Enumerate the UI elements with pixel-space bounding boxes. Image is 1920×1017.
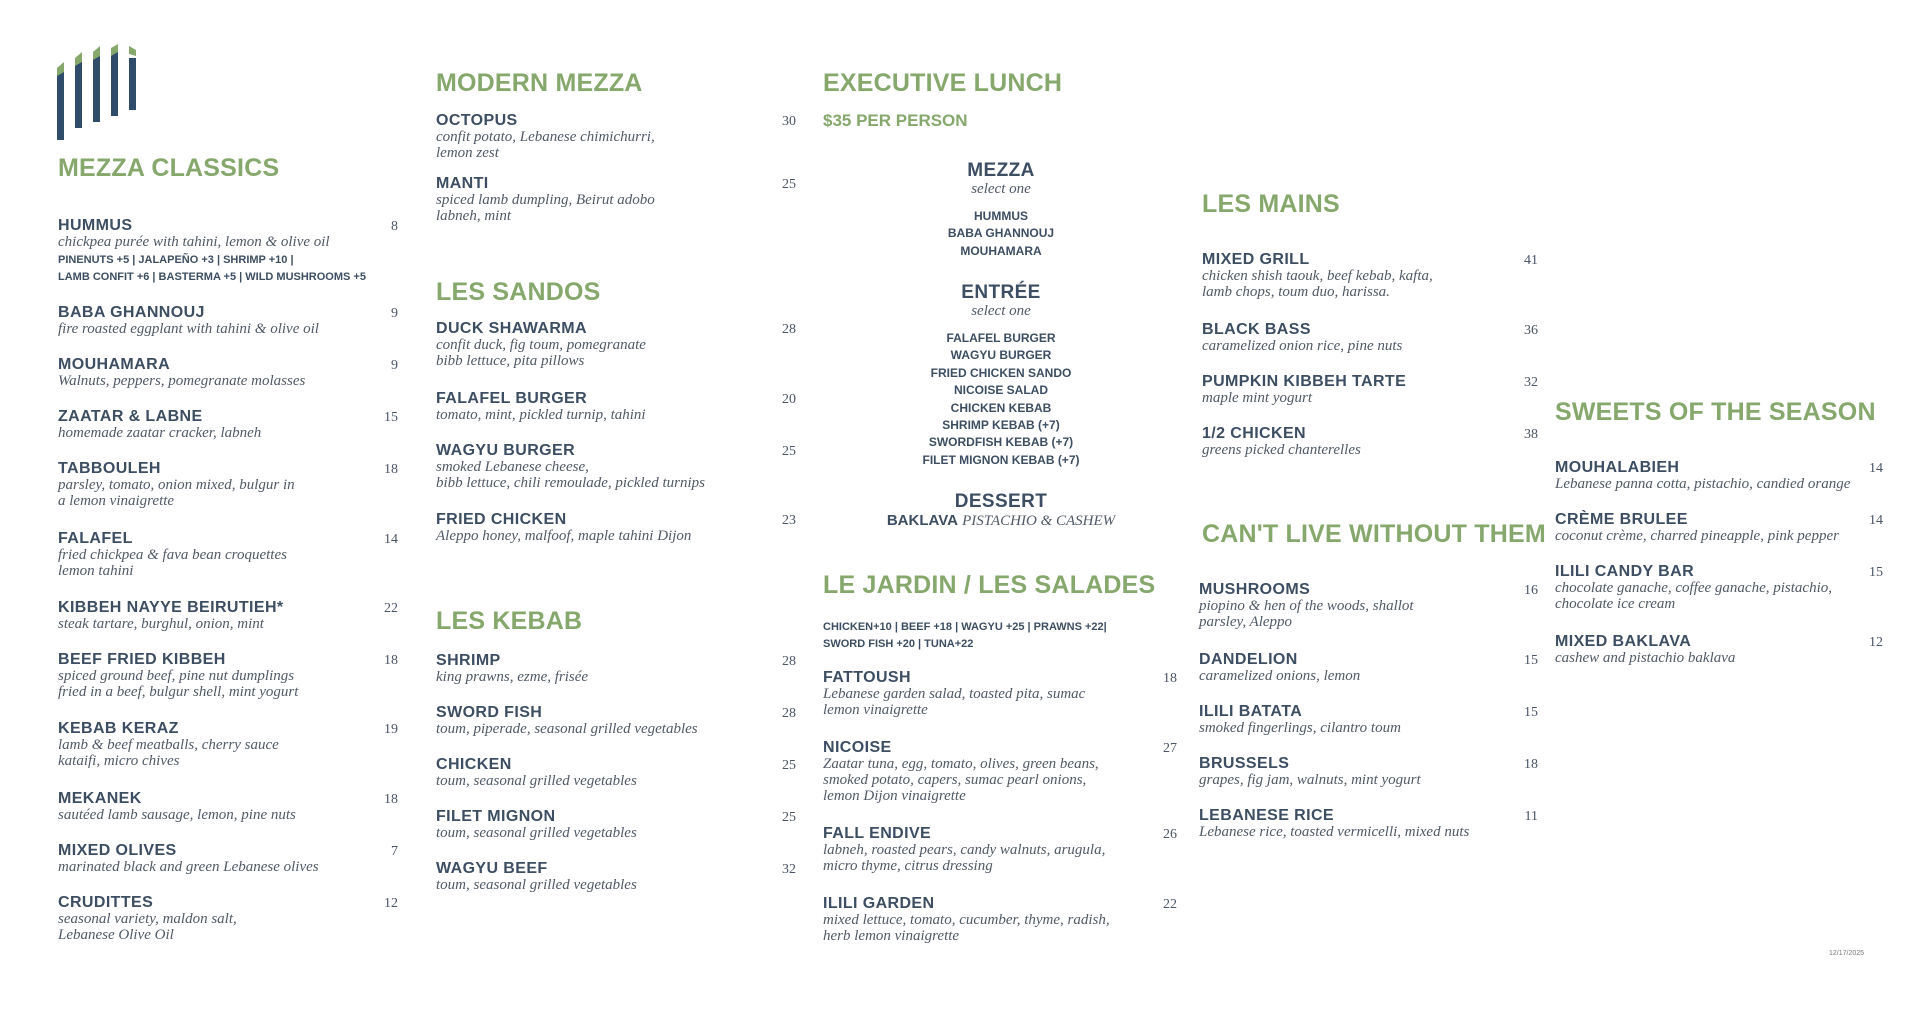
item-price: 32 [782, 862, 796, 877]
item-description: chocolate ganache, coffee ganache, pistachio, chocolate ice cream [1555, 580, 1832, 612]
item-description: chickpea purée with tahini, lemon & olive oil [58, 234, 330, 250]
item-name: BRUSSELS [1199, 755, 1290, 772]
menu-item [436, 175, 796, 224]
item-description: chicken shish taouk, beef kebab, kafta, lamb chops, toum duo, harissa. [1202, 268, 1433, 300]
item-name: MANTI [436, 175, 489, 192]
item-description: caramelized onions, lemon [1199, 668, 1361, 684]
item-price: 30 [782, 114, 796, 129]
item-name: BABA GHANNOUJ [58, 304, 205, 321]
menu-item [58, 894, 398, 943]
item-name: FALL ENDIVE [823, 825, 932, 842]
item-name: WAGYU BEEF [436, 860, 548, 877]
modern-mezza-title: MODERN MEZZA [436, 69, 643, 97]
item-name: CRUDITTES [58, 894, 154, 911]
menu-item [58, 842, 398, 875]
item-price: 18 [1524, 757, 1538, 772]
menu-item [1555, 563, 1883, 612]
item-price: 15 [1524, 705, 1538, 720]
item-extras: PINENUTS +5 | JALAPEÑO +3 | SHRIMP +10 | LAMB CONFIT +6 | BASTERMA +5 | WILD MUSHROOMS +5 [58, 254, 366, 283]
menu-item [58, 720, 398, 769]
menu-item [436, 808, 796, 841]
cant-live-title: CAN'T LIVE WITHOUT THEM [1202, 520, 1546, 548]
menu-item [1555, 459, 1883, 492]
item-price: 9 [391, 358, 398, 373]
menu-item [58, 356, 398, 389]
mezza-classics-title: MEZZA CLASSICS [58, 154, 280, 182]
item-name: MUSHROOMS [1199, 581, 1311, 598]
item-price: 15 [384, 410, 398, 425]
menu-item [1202, 321, 1538, 354]
item-description: fried chickpea & fava bean croquettes lemon tahini [58, 547, 287, 579]
item-name: ILILI CANDY BAR [1555, 563, 1695, 580]
lunch-entree-list: FALAFEL BURGER WAGYU BURGER FRIED CHICKEN SANDO NICOISE SALAD CHICKEN KEBAB SHRIMP KEBAB (+7) SWORDFISH KEBAB (+7) FILET MIGNON KEBAB (+7) [922, 331, 1080, 467]
item-description: smoked Lebanese cheese, bibb lettuce, chili remoulade, pickled turnips [436, 459, 705, 491]
item-description: grapes, fig jam, walnuts, mint yogurt [1199, 772, 1421, 788]
menu-item [58, 530, 398, 579]
item-price: 23 [782, 513, 796, 528]
item-price: 25 [782, 444, 796, 459]
item-name: CHICKEN [436, 756, 512, 773]
lunch-dessert-block [823, 492, 1179, 530]
item-description: smoked fingerlings, cilantro toum [1199, 720, 1401, 736]
item-name: MOUHALABIEH [1555, 459, 1680, 476]
item-name: NICOISE [823, 739, 892, 756]
item-price: 22 [384, 601, 398, 616]
item-price: 18 [1163, 671, 1177, 686]
menu-item [1199, 651, 1538, 684]
item-description: steak tartare, burghul, onion, mint [58, 616, 264, 632]
item-description: labneh, roasted pears, candy walnuts, arugula, micro thyme, citrus dressing [823, 842, 1106, 874]
menu-item [436, 511, 796, 544]
menu-item [1199, 703, 1538, 736]
item-name: TABBOULEH [58, 460, 161, 477]
item-description: lamb & beef meatballs, cherry sauce kataifi, micro chives [58, 737, 279, 769]
les-sandos-title: LES SANDOS [436, 278, 601, 306]
item-name: SHRIMP [436, 652, 501, 669]
ilili-logo-icon [55, 44, 143, 148]
item-name: MOUHAMARA [58, 356, 171, 373]
item-name: DANDELION [1199, 651, 1298, 668]
item-description: greens picked chanterelles [1202, 442, 1361, 458]
item-name: ILILI BATATA [1199, 703, 1303, 720]
item-price: 25 [782, 758, 796, 773]
date-stamp: 12/17/2025 [1829, 950, 1865, 957]
menu-item [436, 652, 796, 685]
les-kebab-title: LES KEBAB [436, 607, 583, 635]
item-price: 22 [1163, 897, 1177, 912]
item-name: WAGYU BURGER [436, 442, 576, 459]
menu-item [58, 651, 398, 700]
item-price: 28 [782, 706, 796, 721]
menu-item [1202, 251, 1538, 300]
menu-item [1199, 755, 1538, 788]
item-price: 38 [1524, 427, 1538, 442]
menu-item [436, 390, 796, 423]
menu-item [436, 320, 796, 369]
item-description: homemade zaatar cracker, labneh [58, 425, 262, 441]
item-name: KIBBEH NAYYE BEIRUTIEH* [58, 599, 284, 616]
item-price: 11 [1524, 809, 1538, 824]
item-name: MIXED BAKLAVA [1555, 633, 1692, 650]
item-description: Walnuts, peppers, pomegranate molasses [58, 373, 306, 389]
executive-lunch-title: EXECUTIVE LUNCH [823, 69, 1063, 97]
item-description: parsley, tomato, onion mixed, bulgur in a lemon vinaigrette [58, 477, 295, 509]
item-description: confit potato, Lebanese chimichurri, lemon zest [436, 129, 655, 161]
item-price: 41 [1524, 253, 1538, 268]
item-price: 36 [1524, 323, 1538, 338]
item-name: HUMMUS [58, 217, 133, 234]
item-price: 7 [391, 844, 398, 859]
item-price: 16 [1524, 583, 1538, 598]
item-description: king prawns, ezme, frisée [436, 669, 589, 685]
menu-item [58, 408, 398, 441]
menu-item [436, 704, 796, 737]
item-name: FALAFEL BURGER [436, 390, 588, 407]
menu-item [1555, 511, 1883, 544]
menu-item [823, 825, 1177, 874]
menu-item [58, 460, 398, 509]
item-name: MIXED GRILL [1202, 251, 1310, 268]
lunch-mezza-block [823, 161, 1179, 260]
item-description: maple mint yogurt [1202, 390, 1312, 406]
item-description: Aleppo honey, malfoof, maple tahini Dijon [436, 528, 692, 544]
item-price: 15 [1869, 565, 1883, 580]
menu-item [436, 860, 796, 893]
item-name: MIXED OLIVES [58, 842, 177, 859]
item-name: OCTOPUS [436, 112, 518, 129]
item-price: 28 [782, 654, 796, 669]
menu-item [58, 790, 398, 823]
item-price: 25 [782, 810, 796, 825]
item-price: 14 [1869, 513, 1883, 528]
item-name: SWORD FISH [436, 704, 543, 721]
item-description: mixed lettuce, tomato, cucumber, thyme, radish, herb lemon vinaigrette [823, 912, 1110, 944]
item-description: piopino & hen of the woods, shallot parsley, Aleppo [1199, 598, 1414, 630]
item-description: spiced lamb dumpling, Beirut adobo labneh, mint [436, 192, 655, 224]
item-description: toum, seasonal grilled vegetables [436, 877, 637, 893]
menu-item [823, 895, 1177, 944]
menu-item [1202, 425, 1538, 458]
menu-item [58, 599, 398, 632]
menu-item [823, 669, 1177, 718]
item-description: toum, piperade, seasonal grilled vegetables [436, 721, 698, 737]
item-name: 1/2 CHICKEN [1202, 425, 1306, 442]
item-price: 14 [1869, 461, 1883, 476]
item-description: sautéed lamb sausage, lemon, pine nuts [58, 807, 296, 823]
le-jardin-extras: CHICKEN+10 | BEEF +18 | WAGYU +25 | PRAWNS +22| SWORD FISH +20 | TUNA+22 [823, 621, 1107, 650]
item-name: FILET MIGNON [436, 808, 556, 825]
item-price: 18 [384, 792, 398, 807]
item-price: 8 [391, 219, 398, 234]
item-name: FALAFEL [58, 530, 133, 547]
lunch-dessert-title: DESSERT [954, 491, 1048, 512]
item-price: 18 [384, 462, 398, 477]
menu-item [436, 756, 796, 789]
lunch-mezza-title: MEZZA [967, 160, 1035, 181]
item-description: spiced ground beef, pine nut dumplings fried in a beef, bulgur shell, mint yogurt [58, 668, 299, 700]
menu-item [436, 442, 796, 491]
item-price: 15 [1524, 653, 1538, 668]
item-name: LEBANESE RICE [1199, 807, 1334, 824]
menu-item [1202, 373, 1538, 406]
lunch-dessert-name: BAKLAVA [886, 512, 958, 529]
item-name: CRÈME BRULEE [1555, 511, 1688, 528]
item-name: FATTOUSH [823, 669, 911, 686]
menu-item [58, 304, 398, 337]
sweets-title: SWEETS OF THE SEASON [1555, 398, 1876, 426]
lunch-mezza-list: HUMMUS BABA GHANNOUJ MOUHAMARA [947, 209, 1055, 258]
item-price: 12 [384, 896, 398, 911]
lunch-dessert-desc: PISTACHIO & CASHEW [962, 513, 1116, 529]
item-description: tomato, mint, pickled turnip, tahini [436, 407, 646, 423]
item-price: 19 [384, 722, 398, 737]
item-name: ILILI GARDEN [823, 895, 935, 912]
item-description: Lebanese garden salad, toasted pita, sumac lemon vinaigrette [823, 686, 1086, 718]
executive-lunch-price: $35 PER PERSON [823, 111, 968, 130]
lunch-entree-block [823, 283, 1179, 469]
menu-item [1199, 581, 1538, 630]
menu-item [823, 739, 1177, 804]
item-description: fire roasted eggplant with tahini & olive oil [58, 321, 319, 337]
item-description: marinated black and green Lebanese olives [58, 859, 319, 875]
item-price: 14 [384, 532, 398, 547]
item-description: confit duck, fig toum, pomegranate bibb lettuce, pita pillows [436, 337, 646, 369]
item-description: Lebanese panna cotta, pistachio, candied orange [1555, 476, 1851, 492]
item-price: 9 [391, 306, 398, 321]
lunch-dessert-line [823, 512, 1179, 530]
item-name: BLACK BASS [1202, 321, 1311, 338]
lunch-entree-sub: select one [971, 303, 1031, 319]
le-jardin-title: LE JARDIN / LES SALADES [823, 571, 1156, 599]
menu-item [1555, 633, 1883, 666]
item-description: caramelized onion rice, pine nuts [1202, 338, 1403, 354]
item-description: cashew and pistachio baklava [1555, 650, 1736, 666]
item-description: Zaatar tuna, egg, tomato, olives, green beans, smoked potato, capers, sumac pearl onions, lemon Dijon vinaigrette [823, 756, 1099, 804]
item-price: 26 [1163, 827, 1177, 842]
item-price: 27 [1163, 741, 1177, 756]
item-name: PUMPKIN KIBBEH TARTE [1202, 373, 1407, 390]
item-price: 28 [782, 322, 796, 337]
lunch-mezza-sub: select one [971, 181, 1031, 197]
item-description: seasonal variety, maldon salt, Lebanese Olive Oil [58, 911, 237, 943]
item-price: 12 [1869, 635, 1883, 650]
item-description: toum, seasonal grilled vegetables [436, 773, 637, 789]
item-price: 32 [1524, 375, 1538, 390]
menu-item [58, 217, 398, 286]
item-description: toum, seasonal grilled vegetables [436, 825, 637, 841]
item-price: 18 [384, 653, 398, 668]
les-mains-title: LES MAINS [1202, 190, 1340, 218]
item-name: MEKANEK [58, 790, 142, 807]
lunch-entree-title: ENTRÉE [961, 282, 1041, 303]
item-name: KEBAB KERAZ [58, 720, 179, 737]
item-name: ZAATAR & LABNE [58, 408, 203, 425]
item-description: coconut crème, charred pineapple, pink pepper [1555, 528, 1839, 544]
item-description: Lebanese rice, toasted vermicelli, mixed nuts [1199, 824, 1470, 840]
menu-item [436, 112, 796, 161]
item-price: 20 [782, 392, 796, 407]
item-price: 25 [782, 177, 796, 192]
menu-item [1199, 807, 1538, 840]
item-name: FRIED CHICKEN [436, 511, 567, 528]
item-name: BEEF FRIED KIBBEH [58, 651, 226, 668]
item-name: DUCK SHAWARMA [436, 320, 587, 337]
